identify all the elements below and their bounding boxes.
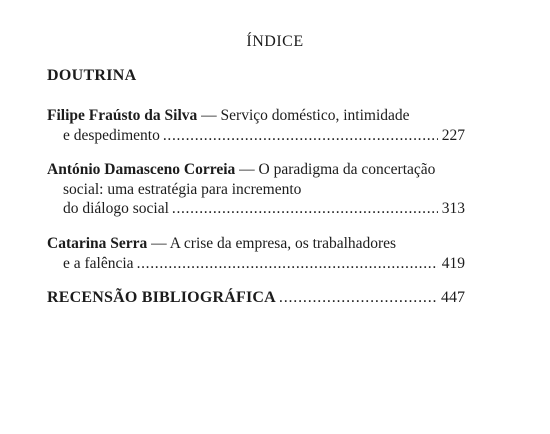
toc-entry-page-number: 227 bbox=[441, 126, 465, 144]
toc-entry-title: Serviço doméstico, intimidade bbox=[220, 107, 410, 124]
toc-entry-author: Filipe Fraústo da Silva bbox=[47, 107, 198, 124]
dot-leader bbox=[163, 126, 438, 146]
toc-entry-separator: — bbox=[151, 235, 167, 252]
toc-entry-title: A crise da empresa, os trabalhadores bbox=[169, 235, 397, 252]
toc-entry-author: António Damasceno Correia bbox=[47, 161, 236, 178]
toc-entry-title-end: e a falência bbox=[63, 254, 134, 272]
toc-entry-title-continuation: social: uma estratégia para incremento bbox=[63, 180, 302, 198]
section-heading-doutrina: DOUTRINA bbox=[47, 67, 137, 84]
dot-leader bbox=[172, 199, 438, 219]
dot-leader bbox=[137, 254, 438, 274]
toc-entry-title-end: do diálogo social bbox=[63, 200, 169, 217]
toc-entry-separator: — bbox=[239, 161, 255, 178]
book-review-heading: RECENSÃO BIBLIOGRÁFICA bbox=[47, 289, 276, 306]
toc-entry-leader-line bbox=[47, 199, 465, 219]
toc-entry-leader-line bbox=[47, 126, 465, 146]
toc-entry-page-number: 447 bbox=[441, 289, 465, 306]
toc-entry-title-end: e despedimento bbox=[63, 126, 160, 144]
toc-entry-page-number: 313 bbox=[441, 200, 465, 217]
toc-entry-first-line bbox=[47, 160, 465, 180]
toc-entry-page-number: 419 bbox=[441, 254, 465, 272]
toc-entry bbox=[47, 160, 465, 219]
toc-entry-book-review bbox=[47, 288, 465, 308]
toc-entry-first-line bbox=[47, 234, 465, 254]
toc-entry-separator: — bbox=[201, 107, 217, 124]
dot-leader bbox=[279, 288, 437, 308]
toc-entry-author: Catarina Serra bbox=[47, 235, 148, 252]
toc-entry-leader-line bbox=[47, 254, 465, 274]
page-title: ÍNDICE bbox=[246, 33, 304, 50]
toc-entry bbox=[47, 234, 465, 273]
toc-entry-title: O paradigma da concertação bbox=[258, 161, 436, 178]
toc-entry bbox=[47, 106, 465, 145]
toc-entry-first-line bbox=[47, 106, 465, 126]
